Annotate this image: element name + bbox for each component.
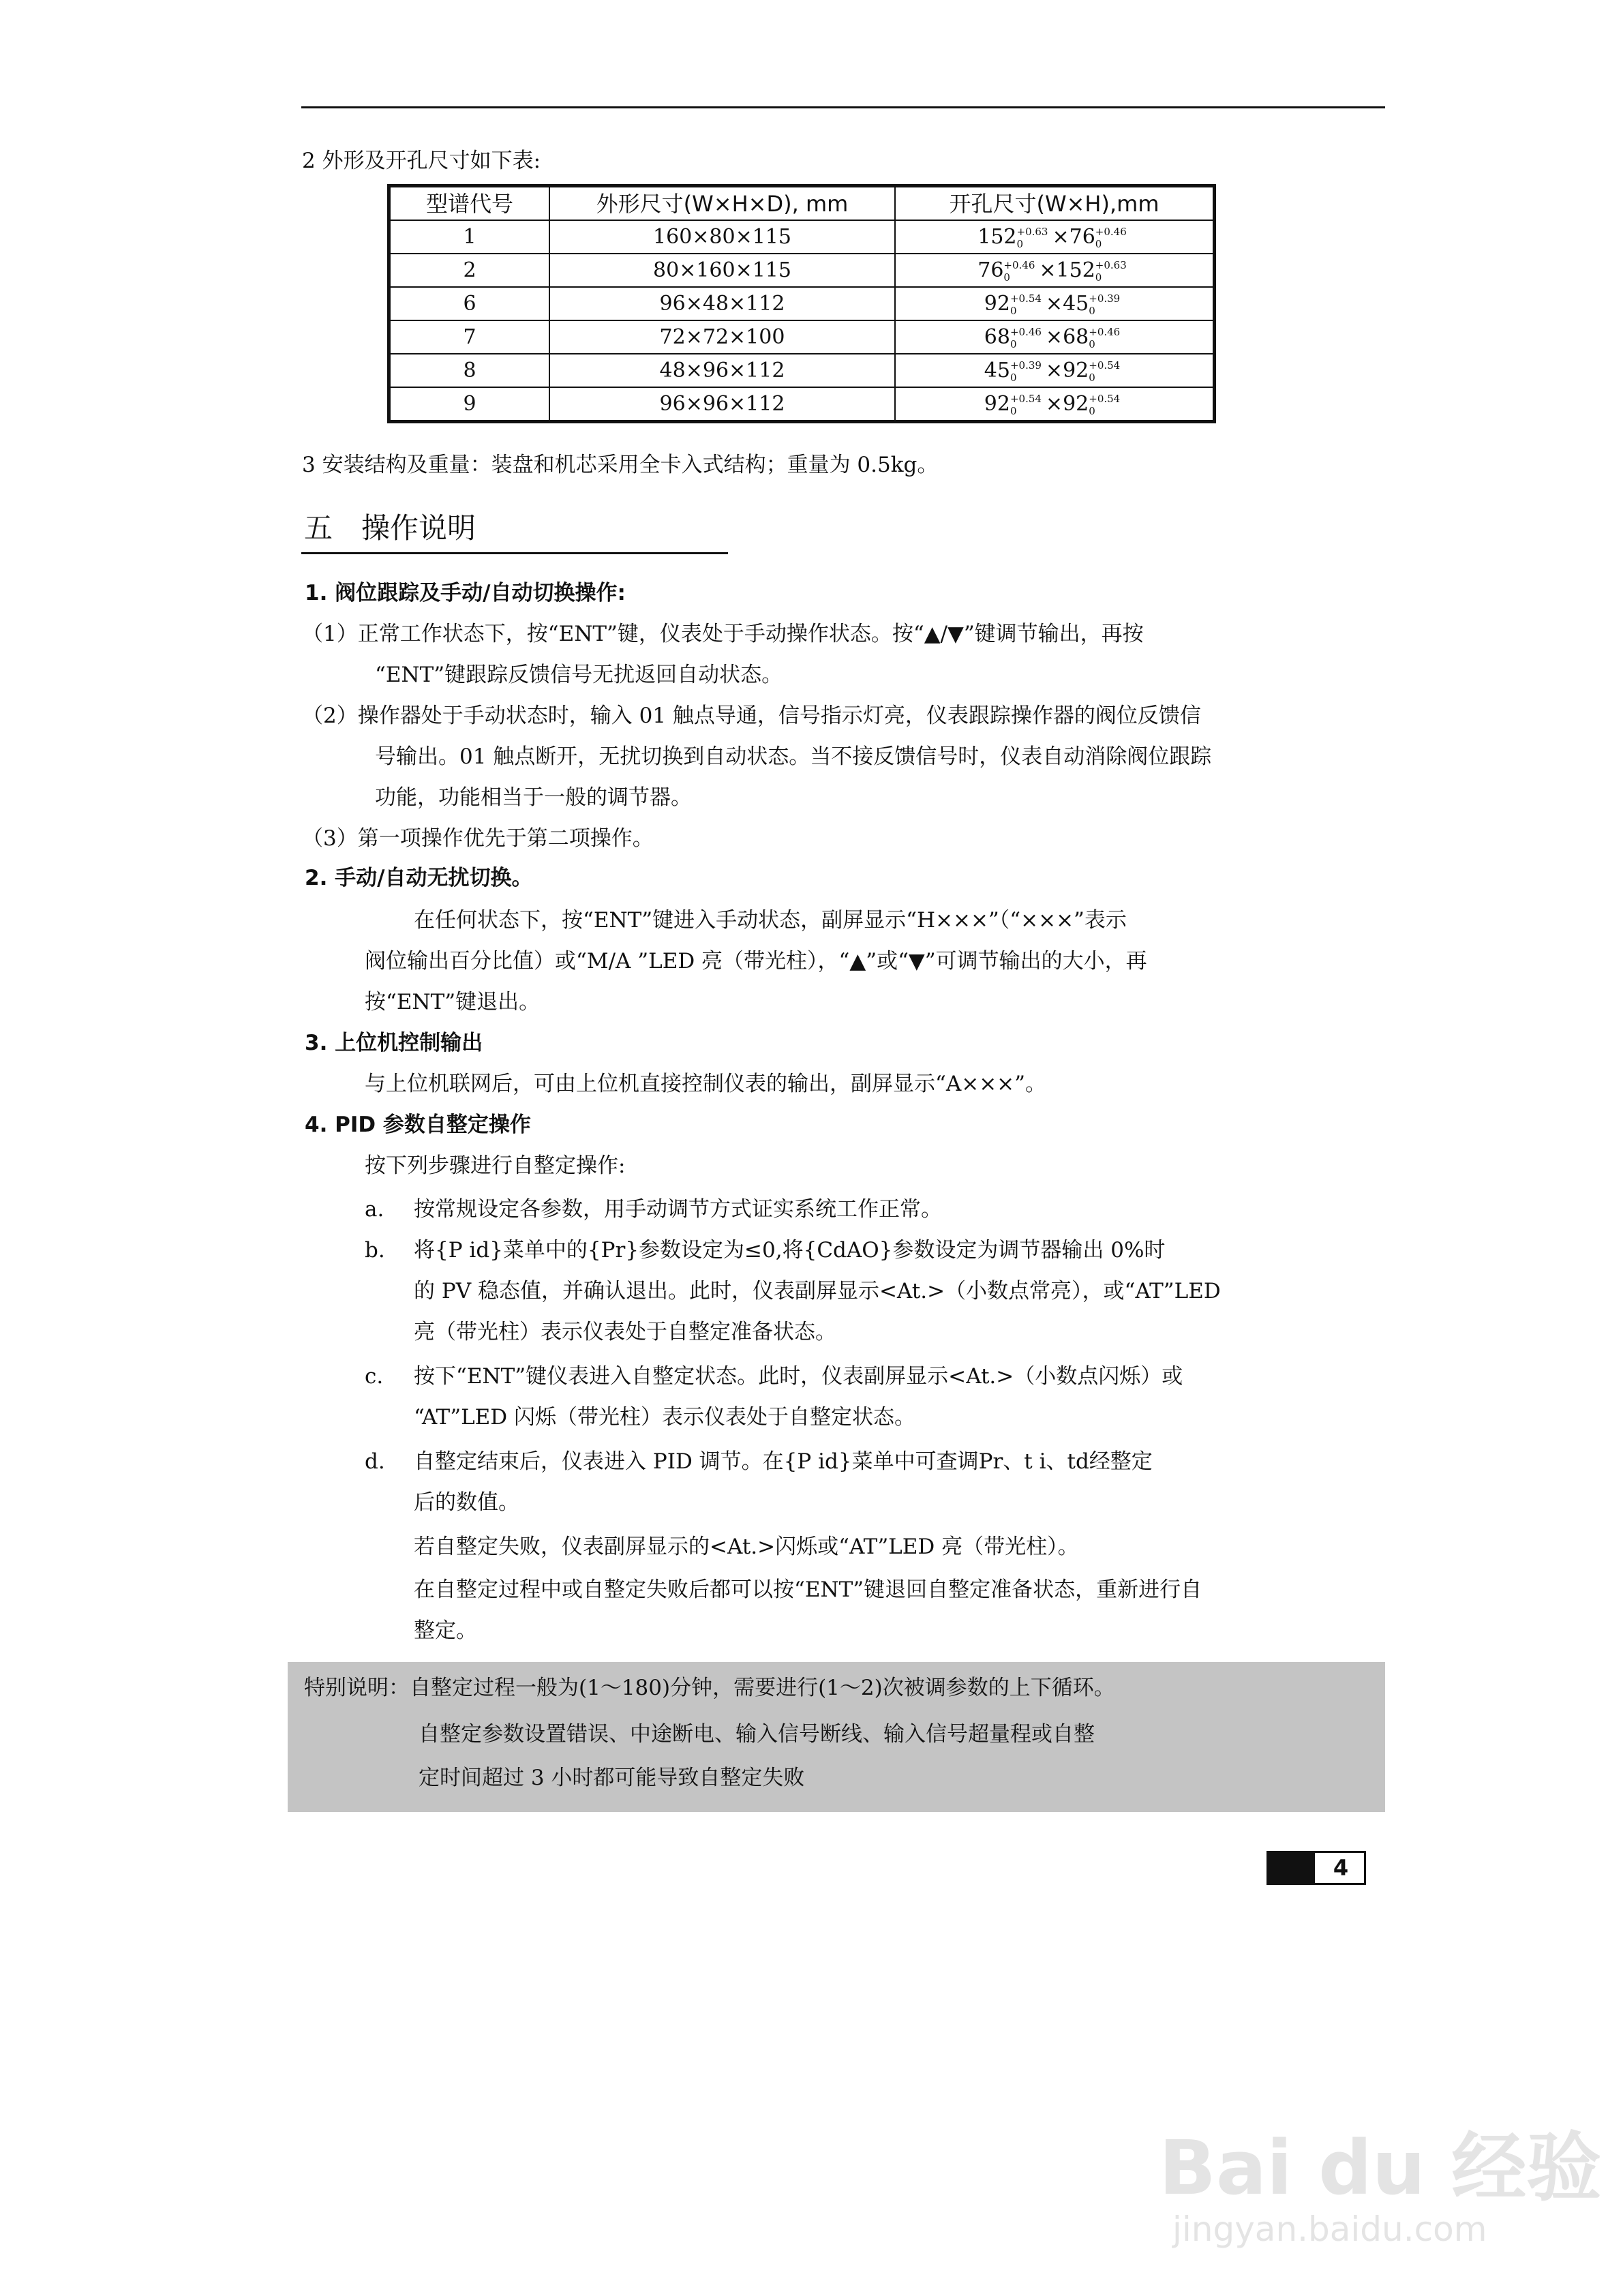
table-row: [389, 387, 1215, 422]
times-sign: ×: [1045, 358, 1063, 382]
cutout-width: 76: [977, 258, 1004, 282]
cell-code: 6: [389, 287, 550, 320]
special-note-box: [288, 1662, 1385, 1812]
cell-code: 9: [389, 387, 550, 422]
height-tol-upper: +0.63: [1095, 258, 1127, 271]
width-tol-upper: +0.46: [1010, 325, 1042, 338]
chapter-heading-underline: [301, 552, 728, 554]
height-tolerance: [1089, 393, 1120, 417]
width-tolerance: [1010, 326, 1042, 350]
s4-d-label: d.: [365, 1449, 385, 1474]
header-cutout: 开孔尺寸(W×H),mm: [895, 186, 1215, 221]
cell-outline: 96×96×112: [549, 387, 895, 422]
cell-code: 2: [389, 254, 550, 287]
table-row: [389, 354, 1215, 387]
table-body: [389, 220, 1215, 422]
height-tolerance: [1095, 259, 1127, 284]
section2-title: 2 外形及开孔尺寸如下表:: [302, 149, 541, 173]
width-tol-lower: 0: [1003, 271, 1010, 284]
chapter-heading: 五 操作说明: [304, 511, 476, 545]
cell-cutout: [895, 220, 1215, 254]
s4-c-line1: 按下“ENT”键仪表进入自整定状态。此时，仪表副屏显示<At.>（小数点闪烁）或: [414, 1364, 1183, 1389]
cutout-height: 45: [1063, 291, 1089, 316]
s1-p3: （3）第一项操作优先于第二项操作。: [302, 826, 654, 851]
s4-b-line3: 亮（带光柱）表示仪表处于自整定准备状态。: [414, 1320, 836, 1344]
height-tol-upper: +0.54: [1089, 359, 1121, 372]
height-tol-lower: 0: [1089, 304, 1095, 317]
width-tol-lower: 0: [1010, 371, 1017, 384]
cutout-width: 68: [984, 324, 1010, 349]
cell-cutout: [895, 354, 1215, 387]
s4-a-text: 按常规设定各参数，用手动调节方式证实系统工作正常。: [414, 1197, 942, 1222]
width-tol-lower: 0: [1010, 404, 1017, 417]
width-tol-upper: +0.46: [1003, 258, 1035, 271]
cell-code: 8: [389, 354, 550, 387]
cutout-height: 76: [1069, 224, 1095, 249]
times-sign: ×: [1045, 391, 1063, 416]
s4-d-line2: 后的数值。: [414, 1490, 519, 1515]
width-tol-lower: 0: [1010, 337, 1017, 350]
width-tolerance: [1010, 393, 1042, 417]
note-line3: 定时间超过 3 小时都可能导致自整定失败: [419, 1766, 805, 1790]
s1-p1-line2: “ENT”键跟踪反馈信号无扰返回自动状态。: [375, 663, 783, 687]
header-outline: 外形尺寸(W×H×D), mm: [549, 186, 895, 221]
section4-title: 4. PID 参数自整定操作: [305, 1113, 531, 1137]
s4-d-line3: 若自整定失败，仪表副屏显示的<At.>闪烁或“AT”LED 亮（带光柱）。: [414, 1535, 1079, 1559]
s4-a-label: a.: [365, 1197, 384, 1222]
s4-c-line2: “AT”LED 闪烁（带光柱）表示仪表处于自整定状态。: [414, 1405, 915, 1430]
watermark: [1159, 2124, 1602, 2250]
cutout-width: 152: [977, 224, 1017, 249]
cutout-height: 68: [1063, 324, 1089, 349]
cell-cutout: [895, 287, 1215, 320]
header-rule: [301, 106, 1385, 108]
times-sign: ×: [1045, 291, 1063, 316]
width-tol-lower: 0: [1010, 304, 1017, 317]
section3-op-title: 3. 上位机控制输出: [305, 1031, 483, 1055]
table-row: [389, 254, 1215, 287]
cell-outline: 80×160×115: [549, 254, 895, 287]
watermark-logo: Bai du 经验: [1159, 2124, 1602, 2211]
s4-b-label: b.: [365, 1238, 385, 1263]
height-tol-upper: +0.54: [1089, 392, 1121, 405]
s4-d-line4: 在自整定过程中或自整定失败后都可以按“ENT”键退回自整定准备状态，重新进行自: [414, 1577, 1202, 1602]
height-tolerance: [1089, 326, 1120, 350]
table-row: [389, 220, 1215, 254]
width-tolerance: [1010, 292, 1042, 317]
height-tolerance: [1089, 359, 1120, 384]
s4-b-line2: 的 PV 稳态值，并确认退出。此时，仪表副屏显示<At.>（小数点常亮），或“AT”LED: [414, 1279, 1221, 1303]
width-tol-lower: 0: [1016, 237, 1024, 250]
dimensions-table: [387, 184, 1216, 423]
table-row: [389, 287, 1215, 320]
s4-c-label: c.: [365, 1364, 384, 1389]
height-tol-lower: 0: [1089, 371, 1095, 384]
s4-d-line1: 自整定结束后，仪表进入 PID 调节。在{P id}菜单中可查调Pr、t i、td经整定: [414, 1449, 1153, 1474]
s2-line3: 按“ENT”键退出。: [365, 990, 541, 1014]
width-tol-upper: +0.54: [1010, 292, 1042, 305]
width-tol-upper: +0.63: [1016, 225, 1048, 238]
cutout-height: 92: [1063, 391, 1089, 416]
cell-outline: 96×48×112: [549, 287, 895, 320]
section2-op-title: 2. 手动/自动无扰切换。: [305, 866, 533, 890]
table-header-row: [389, 186, 1215, 221]
cutout-height: 92: [1063, 358, 1089, 382]
cutout-height: 152: [1056, 258, 1095, 282]
cutout-width: 92: [984, 391, 1010, 416]
height-tol-lower: 0: [1095, 271, 1102, 284]
s1-p1-line1: （1）正常工作状态下，按“ENT”键，仪表处于手动操作状态。按“▲/▼”键调节输出，再按: [302, 622, 1144, 646]
note-line2: 自整定参数设置错误、中途断电、输入信号断线、输入信号超量程或自整: [419, 1722, 1095, 1747]
width-tolerance: [1017, 226, 1048, 250]
cell-code: 1: [389, 220, 550, 254]
width-tolerance: [1003, 259, 1035, 284]
s1-p2-line2: 号输出。01 触点断开，无扰切换到自动状态。当不接反馈信号时，仪表自动消除阀位跟踪: [375, 744, 1212, 769]
section1-title: 1. 阀位跟踪及手动/自动切换操作:: [305, 581, 626, 605]
cutout-width: 45: [984, 358, 1010, 382]
cell-outline: 48×96×112: [549, 354, 895, 387]
height-tolerance: [1095, 226, 1127, 250]
height-tol-upper: +0.39: [1089, 292, 1121, 305]
width-tolerance: [1010, 359, 1042, 384]
height-tol-lower: 0: [1095, 237, 1102, 250]
height-tol-lower: 0: [1089, 404, 1095, 417]
s1-p2-line1: （2）操作器处于手动状态时，输入 01 触点导通，信号指示灯亮，仪表跟踪操作器的阀位反馈信: [302, 704, 1201, 728]
s4-d-line5: 整定。: [414, 1618, 477, 1643]
note-line1: 特别说明：自整定过程一般为(1～180)分钟，需要进行(1～2)次被调参数的上下循环。: [304, 1676, 1115, 1700]
cell-outline: 160×80×115: [549, 220, 895, 254]
s4-b-line1: 将{P id}菜单中的{Pr}参数设定为≤0,将{CdAO}参数设定为调节器输出 0%时: [414, 1238, 1166, 1263]
cutout-width: 92: [984, 291, 1010, 316]
cell-outline: 72×72×100: [549, 320, 895, 354]
times-sign: ×: [1052, 224, 1070, 249]
s2-line1: 在任何状态下，按“ENT”键进入手动状态，副屏显示“H×××”（“×××”表示: [414, 908, 1127, 933]
cell-code: 7: [389, 320, 550, 354]
height-tol-upper: +0.46: [1095, 225, 1127, 238]
page-number: 4: [1333, 1855, 1349, 1881]
s3-line1: 与上位机联网后，可由上位机直接控制仪表的输出，副屏显示“A×××”。: [365, 1072, 1047, 1096]
width-tol-upper: +0.54: [1010, 392, 1042, 405]
height-tolerance: [1089, 292, 1120, 317]
width-tol-upper: +0.39: [1010, 359, 1042, 372]
s4-intro: 按下列步骤进行自整定操作:: [365, 1153, 626, 1178]
cell-cutout: [895, 254, 1215, 287]
s2-line2: 阀位输出百分比值）或“M/A ”LED 亮（带光柱），“▲”或“▼”可调节输出的大小，再: [365, 949, 1147, 973]
cell-cutout: [895, 387, 1215, 422]
times-sign: ×: [1039, 258, 1057, 282]
watermark-url: jingyan.baidu.com: [1172, 2209, 1487, 2249]
times-sign: ×: [1045, 324, 1063, 349]
page-number-box: [1266, 1851, 1366, 1885]
cell-cutout: [895, 320, 1215, 354]
header-code: 型谱代号: [389, 186, 550, 221]
height-tol-lower: 0: [1089, 337, 1095, 350]
section3-line: 3 安装结构及重量：装盘和机芯采用全卡入式结构；重量为 0.5kg。: [302, 453, 939, 477]
page-number-block: [1269, 1853, 1315, 1883]
height-tol-upper: +0.46: [1089, 325, 1121, 338]
table-row: [389, 320, 1215, 354]
s1-p2-line3: 功能，功能相当于一般的调节器。: [375, 785, 692, 810]
